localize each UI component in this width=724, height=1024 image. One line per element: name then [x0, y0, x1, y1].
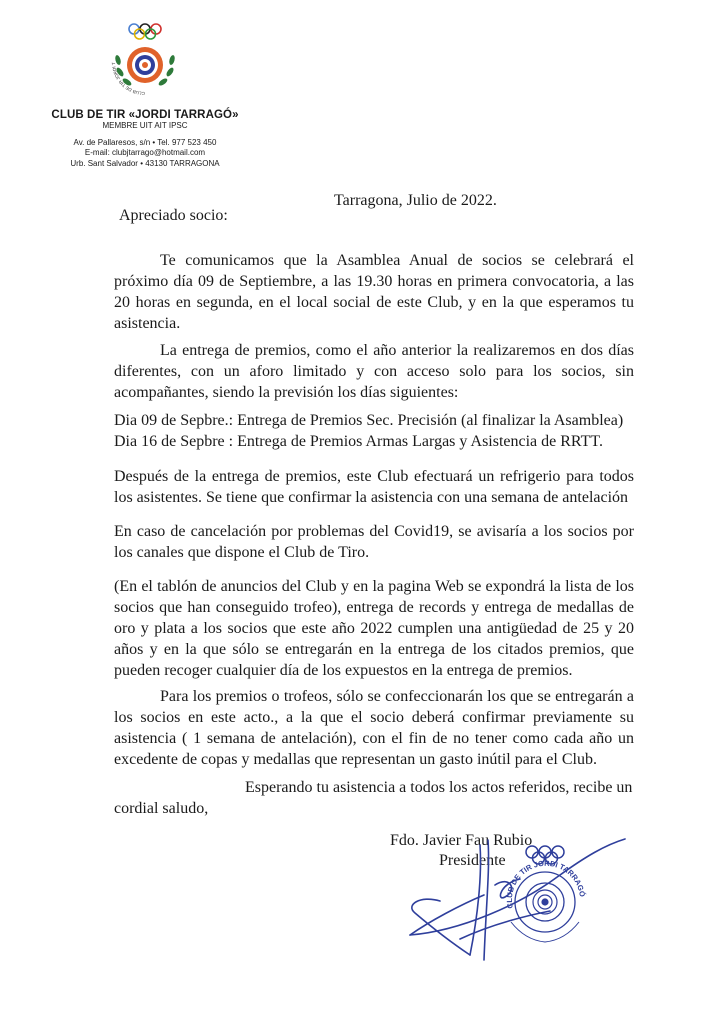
- urb-line: Urb. Sant Salvador • 43130 TARRAGONA: [70, 158, 220, 168]
- paragraph-trofeos-lista: (En el tablón de anuncios del Club y en la pagina Web se expondrá la lista de los socios que han conseguido trofeo), entrega de records y entrega de medallas de oro y plata a los socios que este año 2022 cumplen una antigüedad de 25 y 20 años y en la que sólo se entregarán en la entrega de los citados premios, que pueden recoger cualquier día de los expuestos en la entrega de premios.: [114, 578, 634, 679]
- paragraph-confeccion-trofeos: Para los premios o trofeos, sólo se confeccionarán los que se entregarán a los socios en este acto., a la que el socio deberá confirmar previamente su asistencia ( 1 semana de antelación), con el fin de no tener como cada año un excedente de copas y medallas que representan un gasto inútil para el Club.: [114, 688, 634, 768]
- stamp-ring-text: CLUB DE TIR JORDI TARRAGÓ: [504, 858, 587, 910]
- paragraph-asamblea: Te comunicamos que la Asamblea Anual de socios se celebrará el próximo día 09 de Septiembre, a las 19.30 horas en primera convocatoria, a las 20 horas en segunda, en el local social de este Club, y en la que esperamos tu asistencia.: [114, 252, 634, 332]
- club-name: CLUB DE TIR «JORDI TARRAGÓ»: [51, 109, 239, 121]
- email-line: E-mail: clubjtarrago@hotmail.com: [84, 148, 206, 157]
- paragraph-entrega-premios: La entrega de premios, como el año anterior la realizaremos en dos días diferentes, con un aforo limitado y con acceso solo para los socios, sin acompañantes, siendo la previsión los días siguientes:: [114, 342, 634, 401]
- olympic-rings-icon: [129, 24, 161, 39]
- logo-ring-text: CLUB DE TIR JORDI T: [110, 62, 146, 97]
- address-line: Av. de Pallaresos, s/n • Tel. 977 523 450: [73, 137, 217, 147]
- membership: MEMBRE UIT AIT IPSC: [102, 121, 188, 130]
- signer-name: Fdo. Javier Fau Rubio: [390, 832, 533, 849]
- signer-role: Presidente: [439, 852, 506, 869]
- schedule-day-2: Dia 16 de Sepbre : Entrega de Premios Armas Largas y Asistencia de RRTT.: [114, 433, 603, 450]
- club-logo: [105, 20, 185, 100]
- salutation: Apreciado socio:: [119, 207, 228, 224]
- paragraph-covid: En caso de cancelación por problemas del Covid19, se avisaría a los socios por los canales que dispone el Club de Tiro.: [114, 523, 634, 561]
- letterhead: [40, 20, 250, 169]
- handwritten-signature: [400, 835, 630, 965]
- schedule-day-1: Dia 09 de Sepbre.: Entrega de Premios Sec. Precisión (al finalizar la Asamblea): [114, 412, 624, 429]
- paragraph-refrigerio: Después de la entrega de premios, este Club efectuará un refrigerio para todos los asistentes. Se tiene que confirmar la asistencia con una semana de antelación: [114, 468, 634, 506]
- letter-date: Tarragona, Julio de 2022.: [334, 192, 497, 209]
- target-icon: [127, 47, 163, 83]
- closing-paragraph: Esperando tu asistencia a todos los actos referidos, recibe un cordial saludo,: [114, 779, 633, 817]
